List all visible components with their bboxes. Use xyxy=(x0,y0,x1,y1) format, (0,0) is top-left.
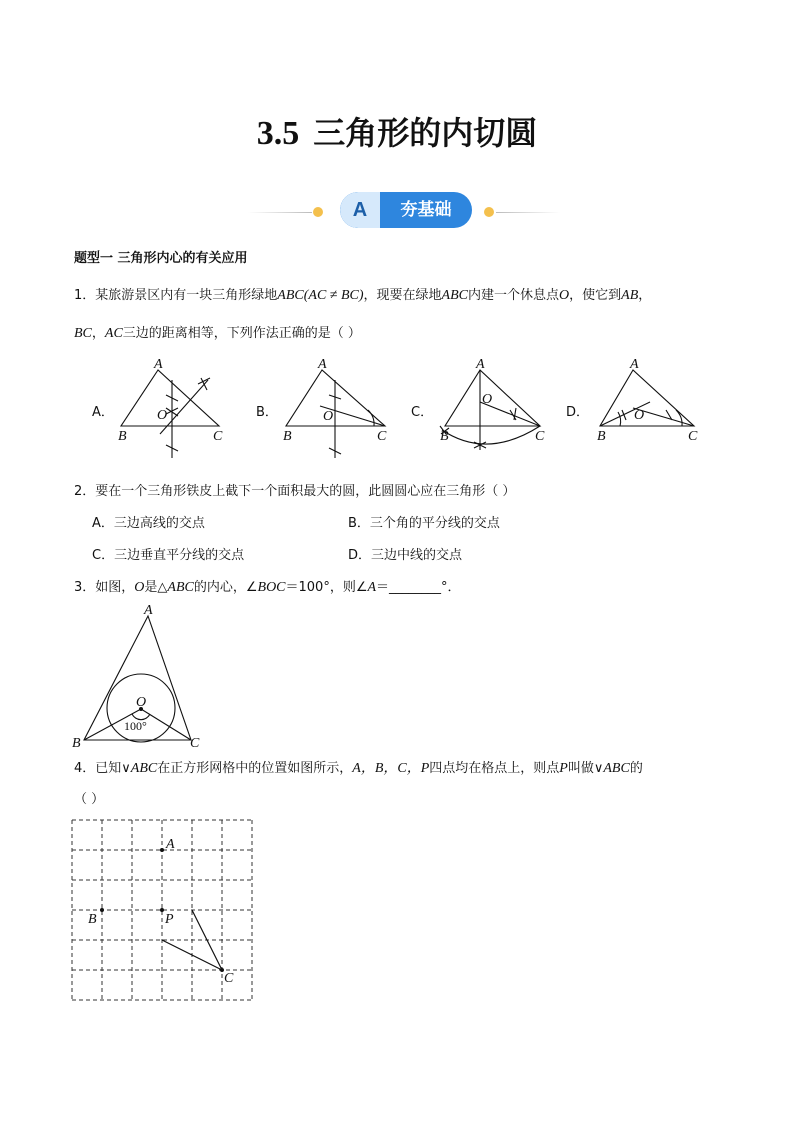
q1-figure-c xyxy=(440,370,540,450)
q1d-label-a: A xyxy=(630,357,639,372)
q3-label-b: B xyxy=(72,736,81,751)
q4-label-b: B xyxy=(88,912,97,927)
q3-figure xyxy=(60,600,220,752)
q4-line2: （ ） xyxy=(74,792,105,807)
q4-grid-figure xyxy=(66,814,262,1008)
q1b-label-o: O xyxy=(323,409,334,424)
badge-line-right xyxy=(496,212,560,213)
badge-letter: A xyxy=(340,192,380,228)
section-heading: 题型一 三角形内心的有关应用 xyxy=(74,251,248,266)
q1a-label-b: B xyxy=(118,429,127,444)
q1-option-b: B． xyxy=(256,405,278,420)
q1-figure-a xyxy=(121,370,219,458)
title-text: 三角形的内切圆 xyxy=(313,114,538,152)
q2-option-d: D．三边中线的交点 xyxy=(348,548,463,563)
page-title xyxy=(0,108,794,154)
q3-angle-label: 100° xyxy=(124,719,147,733)
q1c-label-a: A xyxy=(476,357,485,372)
q2-stem: 2．要在一个三角形铁皮上截下一个面积最大的圆，此圆圆心应在三角形（ ） xyxy=(74,484,516,499)
q4-label-a: A xyxy=(166,837,175,852)
section-badge xyxy=(340,192,472,228)
q1d-label-c: C xyxy=(688,429,698,444)
badge-line-left xyxy=(248,212,312,213)
q3-label-a: A xyxy=(144,603,153,618)
q3-label-o: O xyxy=(136,695,147,710)
q1c-label-b: B xyxy=(440,429,449,444)
q1d-label-o: O xyxy=(634,408,645,423)
q2-option-b: B．三个角的平分线的交点 xyxy=(348,516,500,531)
q1b-label-b: B xyxy=(283,429,292,444)
q2-option-c: C．三边垂直平分线的交点 xyxy=(92,548,245,563)
badge-label: 夯基础 xyxy=(400,200,452,220)
q1b-label-a: A xyxy=(318,357,327,372)
q1a-label-o: O xyxy=(157,408,168,423)
q1-option-d: D． xyxy=(566,405,590,420)
q1d-label-b: B xyxy=(597,429,606,444)
q3-stem: 3．如图，O是△ABC的内心，∠BOC＝100°，则∠A＝________°． xyxy=(74,580,461,595)
q1-figure-d xyxy=(600,370,694,426)
badge-dot-right xyxy=(484,207,494,217)
q4-label-c: C xyxy=(224,971,234,986)
q1-line1: 1．某旅游景区内有一块三角形绿地ABC(AC ≠ BC)，现要在绿地ABC内建一个休息点O，使它到AB， xyxy=(74,288,652,303)
q1-option-a: A． xyxy=(92,405,114,420)
q4-label-p: P xyxy=(165,912,174,927)
q1c-label-o: O xyxy=(482,392,493,407)
badge-dot-left xyxy=(313,207,323,217)
q1c-label-c: C xyxy=(535,429,545,444)
q1-line2: BC，AC三边的距离相等，下列作法正确的是（ ） xyxy=(74,326,361,341)
q4-line1: 4．已知∨ABC在正方形网格中的位置如图所示，A，B，C，P四点均在格点上，则点P叫做∨ABC的 xyxy=(74,761,643,776)
q1-figures xyxy=(0,350,794,470)
q1-figure-b xyxy=(286,370,385,458)
q1a-label-a: A xyxy=(154,357,163,372)
q3-label-c: C xyxy=(190,736,200,751)
q2-option-a: A．三边高线的交点 xyxy=(92,516,205,531)
q1a-label-c: C xyxy=(213,429,223,444)
q1b-label-c: C xyxy=(377,429,387,444)
q1-option-c: C． xyxy=(411,405,434,420)
title-number: 3.5 xyxy=(256,115,300,152)
